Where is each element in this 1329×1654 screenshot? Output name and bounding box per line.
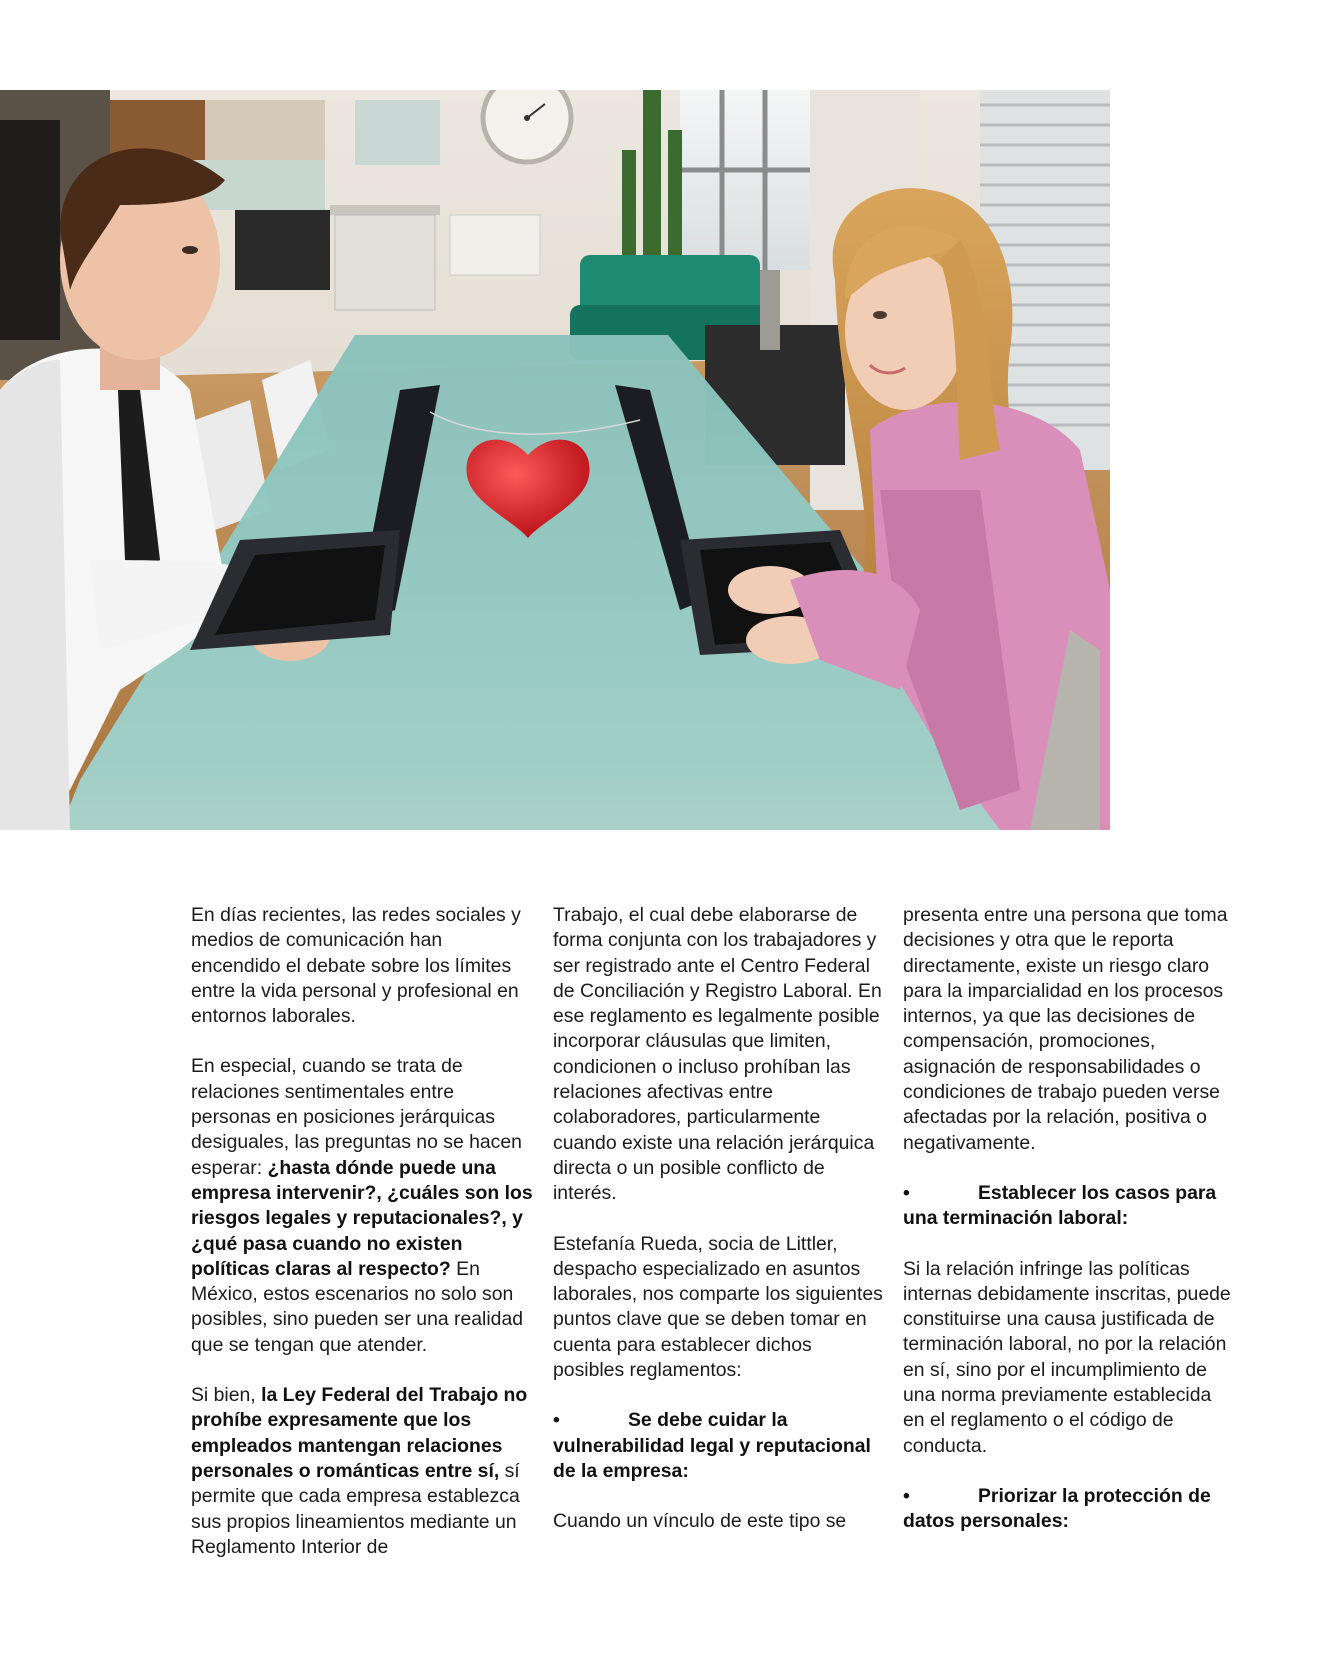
article-column-3	[903, 903, 1233, 1560]
bullet-dot-icon: •	[903, 1484, 910, 1507]
bullet-heading: • Establecer los casos para una terminación laboral:	[903, 1181, 1217, 1230]
article-column-1	[191, 903, 536, 1585]
bullet-heading: • Se debe cuidar la vulnerabilidad legal y reputacional de la empresa:	[553, 1409, 871, 1482]
paragraph: Trabajo, el cual debe elaborarse de forma conjunta con los trabajadores y ser registrado ante el Centro Federal de Conciliación y Registro Laboral. En ese reglamento es legalmente posible incorporar cláusulas que limiten, condicionen o incluso prohíban las relaciones afectivas entre colaboradores, particularmente cuando existe una relación jerárquica directa o un posible conflicto de interés.	[553, 904, 882, 1205]
office-romance-photo	[0, 90, 1110, 830]
article-photo	[0, 90, 1110, 830]
paragraph: En días recientes, las redes sociales y medios de comunicación han encendido el debate sobre los límites entre la vida personal y profesional en entornos laborales.	[191, 904, 521, 1028]
article-column-2	[553, 903, 883, 1560]
paragraph: presenta entre una persona que toma decisiones y otra que le reporta directamente, existe un riesgo claro para la imparcialidad en los procesos internos, ya que las decisiones de compensación, promociones, asignación de responsabilidades o condiciones de trabajo pueden verse afectadas por la relación, positiva o negativamente.	[903, 904, 1228, 1154]
bold-law-statement: la Ley Federal del Trabajo no prohíbe expresamente que los empleados mantengan relaciones personales o románticas entre sí,	[191, 1384, 528, 1482]
paragraph: En especial, cuando se trata de relaciones sentimentales entre personas en posiciones jerárquicas desiguales, las preguntas no se hacen esperar: ¿hasta dónde puede una empresa intervenir?, ¿cuáles son los riesgos legales y reputacionales?, y ¿qué pasa cuando no existen políticas claras al respecto? En México, estos escenarios no solo son posibles, sino pueden ser una realidad que se tengan que atender.	[191, 1055, 533, 1356]
bullet-dot-icon: •	[553, 1409, 560, 1432]
bold-questions: ¿hasta dónde puede una empresa intervenir?, ¿cuáles son los riesgos legales y reputacionales?, y ¿qué pasa cuando no existen políticas claras al respecto?	[191, 1156, 533, 1280]
paragraph: Si bien, la Ley Federal del Trabajo no prohíbe expresamente que los empleados mantengan relaciones personales o románticas entre sí, sí permite que cada empresa establezca sus propios lineamientos mediante un Reglamento Interior de	[191, 1384, 528, 1558]
paragraph: Si la relación infringe las políticas internas debidamente inscritas, puede constituirse una causa justificada de terminación laboral, no por la relación en sí, sino por el incumplimiento de una norma previamente establecida en el reglamento o el código de conducta.	[903, 1257, 1231, 1457]
paragraph: Estefanía Rueda, socia de Littler, despacho especializado en asuntos laborales, nos comparte los siguientes puntos clave que se deben tomar en cuenta para establecer dichos posibles reglamentos:	[553, 1232, 883, 1382]
bullet-heading: • Priorizar la protección de datos personales:	[903, 1484, 1211, 1533]
bullet-dot-icon: •	[903, 1181, 910, 1204]
paragraph: Cuando un vínculo de este tipo se	[553, 1510, 847, 1533]
